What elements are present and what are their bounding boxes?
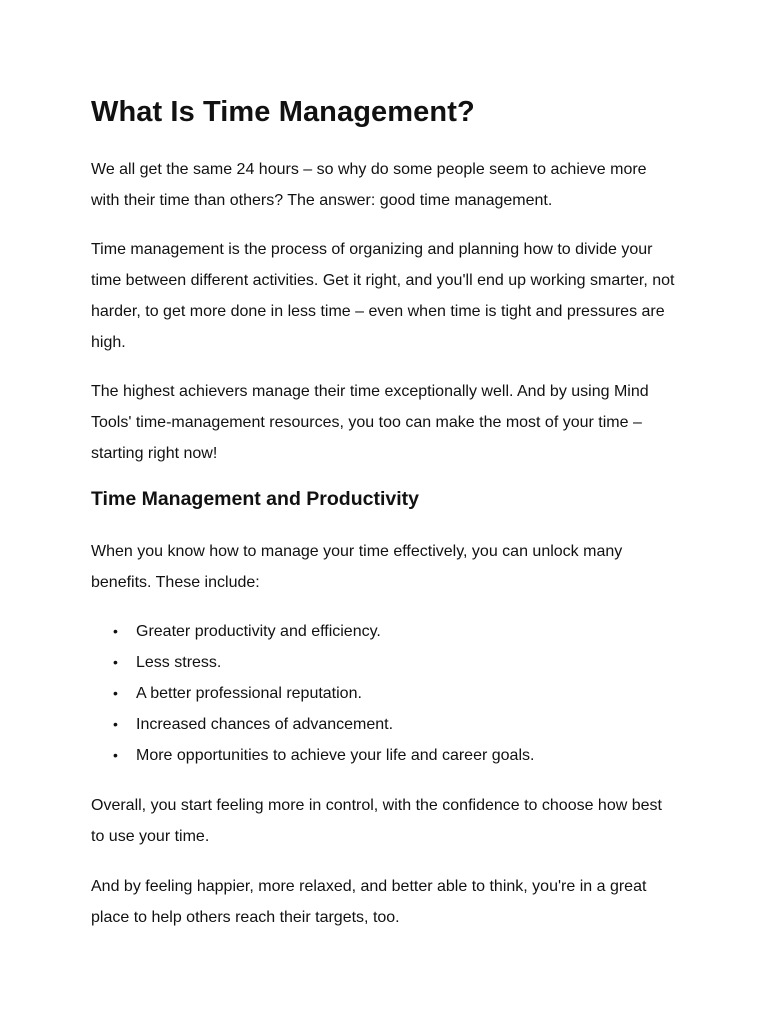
list-item	[91, 709, 678, 740]
list-item	[91, 647, 678, 678]
list-item-text: Less stress.	[136, 654, 222, 671]
bullet-icon: •	[113, 716, 118, 732]
closing-paragraph-2: And by feeling happier, more relaxed, and better able to think, you're in a great place to help others reach their targets, too.	[91, 878, 647, 926]
page-title: What Is Time Management?	[91, 96, 475, 128]
closing-paragraph-1: Overall, you start feeling more in control, with the confidence to choose how best to use your time.	[91, 797, 662, 845]
list-item	[91, 678, 678, 709]
bullet-icon: •	[113, 685, 118, 701]
list-item-text: More opportunities to achieve your life and career goals.	[136, 747, 535, 764]
list-item-text: Greater productivity and efficiency.	[136, 623, 381, 640]
bullet-icon: •	[113, 623, 118, 639]
benefits-list	[91, 616, 678, 771]
list-item-text: A better professional reputation.	[136, 685, 362, 702]
list-item	[91, 740, 678, 771]
list-item-text: Increased chances of advancement.	[136, 716, 394, 733]
intro-paragraph-3: The highest achievers manage their time exceptionally well. And by using Mind Tools' time-management resources, you too can make the most of your time – starting right now!	[91, 383, 649, 462]
intro-paragraph-2: Time management is the process of organizing and planning how to divide your time between different activities. Get it right, and you'll end up working smarter, not harder, to get more done in less time – even when time is tight and pressures are high.	[91, 241, 675, 351]
intro-paragraph-1: We all get the same 24 hours – so why do some people seem to achieve more with their time than others? The answer: good time management.	[91, 161, 647, 209]
benefits-intro: When you know how to manage your time effectively, you can unlock many benefits. These include:	[91, 543, 623, 591]
bullet-icon: •	[113, 747, 118, 763]
bullet-icon: •	[113, 654, 118, 670]
list-item	[91, 616, 678, 647]
section-heading: Time Management and Productivity	[91, 488, 419, 510]
